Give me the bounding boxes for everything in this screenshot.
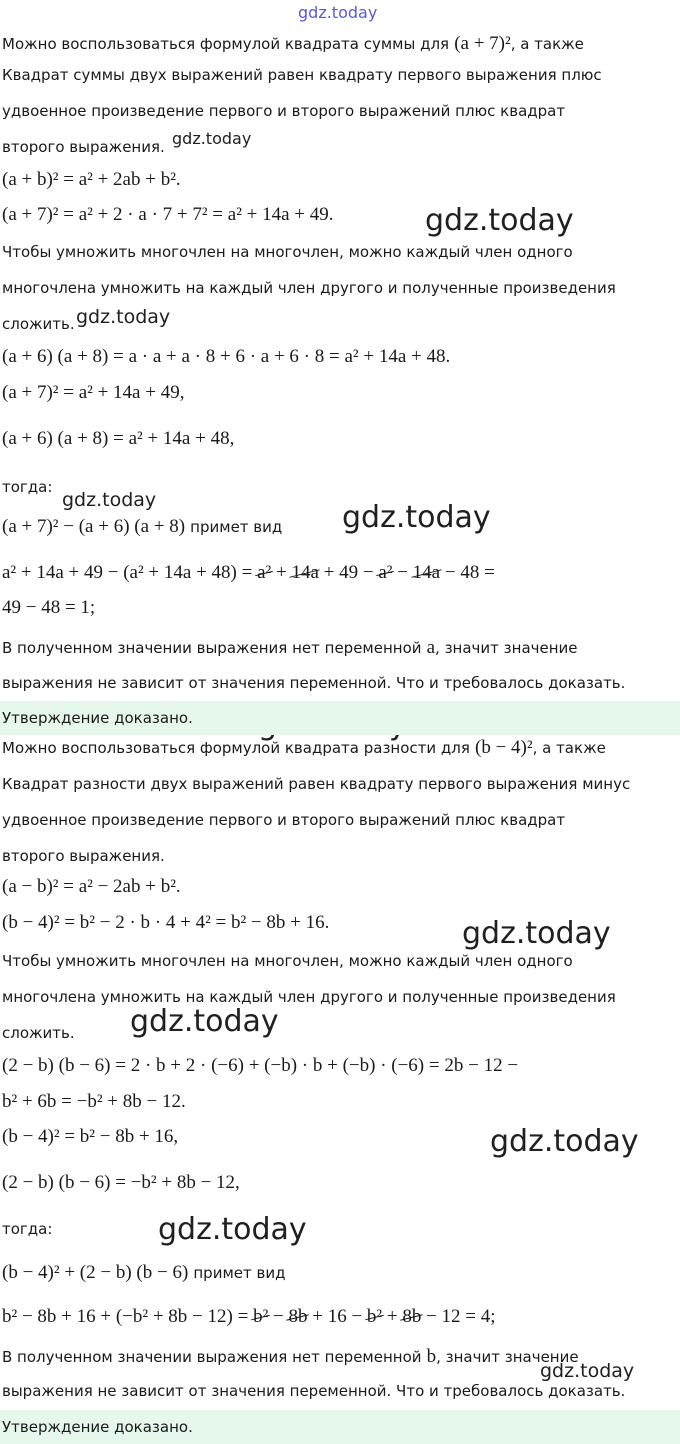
watermark-text: gdz.today <box>172 129 252 148</box>
text: Можно воспользоваться формулой квадрата разности для <box>2 739 470 757</box>
formula: (2 − b) (b − 6) = −b² + 8b − 12, <box>2 1172 240 1193</box>
math-expression: (a + 7)² − (a + 6) (a + 8) <box>2 516 186 537</box>
watermark-text: gdz.today <box>425 203 574 238</box>
text-line: удвоенное произведение первого и второго выражений плюс квадрат <box>2 811 566 829</box>
math-part: a² + 14a + 49 − (a² + 14a + 48) = <box>2 562 253 583</box>
text-line: тогда: <box>2 1220 53 1238</box>
text: , а также <box>510 35 584 53</box>
formula: (a + 6) (a + 8) = a · a + a · 8 + 6 · a + 6 · 8 = a² + 14a + 48. <box>2 346 451 367</box>
cancelled-term: a² <box>378 562 393 583</box>
formula: b² + 6b = −b² + 8b − 12. <box>2 1091 186 1112</box>
math-part: + <box>275 562 287 583</box>
conclusion-line <box>2 1346 680 1368</box>
formula: (a − b)² = a² − 2ab + b². <box>2 876 181 897</box>
proved-text: Утверждение доказано. <box>2 709 193 727</box>
cancelled-term: 14a <box>412 562 441 583</box>
formula-line <box>2 516 680 538</box>
math-part: − 12 = 4; <box>426 1306 496 1327</box>
text: , значит значение <box>435 639 578 657</box>
cancelled-term: b² <box>253 1306 269 1327</box>
watermark-text: gdz.today <box>462 916 611 951</box>
variable: b <box>426 1346 437 1367</box>
text-line: выражения не зависит от значения переменной. Что и требовалось доказать. <box>2 674 626 692</box>
formula-with-cancellations <box>2 1306 680 1328</box>
intro-line <box>2 33 680 55</box>
text: , значит значение <box>436 1348 579 1366</box>
text: примет вид <box>190 518 283 536</box>
math-part: − <box>397 562 408 583</box>
text-line: сложить. <box>2 1024 75 1042</box>
math-part: − <box>273 1306 284 1327</box>
math-part: + 49 − <box>323 562 374 583</box>
text-line: многочлена умножить на каждый член другого и полученные произведения <box>2 988 616 1006</box>
text-line: второго выражения. <box>2 138 165 156</box>
text-line: удвоенное произведение первого и второго выражений плюс квадрат <box>2 102 566 120</box>
formula: (b − 4)² = b² − 8b + 16, <box>2 1126 179 1147</box>
text: В полученном значении выражения нет переменной <box>2 639 422 657</box>
formula: (2 − b) (b − 6) = 2 · b + 2 · (−6) + (−b) · b + (−b) · (−6) = 2b − 12 − <box>2 1055 519 1076</box>
formula-with-cancellations <box>2 562 680 584</box>
math-part: + <box>386 1306 398 1327</box>
formula: (a + b)² = a² + 2ab + b². <box>2 169 181 190</box>
math-expression: (b − 4)² + (2 − b) (b − 6) <box>2 1262 189 1283</box>
math-part: − 48 = <box>444 562 495 583</box>
formula: (a + 7)² = a² + 14a + 49, <box>2 382 185 403</box>
watermark-text: gdz.today <box>76 306 171 328</box>
formula: (a + 7)² = a² + 2 · a · 7 + 7² = a² + 14a + 49. <box>2 204 334 225</box>
watermark-text: gdz.today <box>540 1360 635 1382</box>
formula-line <box>2 1262 680 1284</box>
cancelled-term: 14a <box>291 562 319 583</box>
text-line: Чтобы умножить многочлен на многочлен, можно каждый член одного <box>2 243 573 261</box>
formula: 49 − 48 = 1; <box>2 597 96 618</box>
cancelled-term: 8b <box>288 1306 308 1327</box>
text-line: Квадрат разности двух выражений равен квадрату первого выражения минус <box>2 775 631 793</box>
cancelled-term: b² <box>366 1306 383 1327</box>
cancelled-term: a² <box>257 562 272 583</box>
proved-text: Утверждение доказано. <box>2 1418 193 1436</box>
watermark-text: gdz.today <box>298 3 378 22</box>
formula: (a + 6) (a + 8) = a² + 14a + 48, <box>2 428 235 449</box>
formula: (b − 4)² = b² − 2 · b · 4 + 4² = b² − 8b + 16. <box>2 912 330 933</box>
text: , а также <box>532 739 606 757</box>
text: Можно воспользоваться формулой квадрата суммы для <box>2 35 450 53</box>
watermark-text: gdz.today <box>130 1004 279 1039</box>
text-line: выражения не зависит от значения переменной. Что и требовалось доказать. <box>2 1382 626 1400</box>
variable: a <box>426 637 436 658</box>
text: В полученном значении выражения нет переменной <box>2 1348 422 1366</box>
math-expression: (a + 7)² <box>454 33 511 54</box>
conclusion-line <box>2 637 680 659</box>
watermark-text: gdz.today <box>342 500 491 535</box>
text-line: многочлена умножить на каждый член другого и полученные произведения <box>2 279 616 297</box>
text-line: Квадрат суммы двух выражений равен квадрату первого выражения плюс <box>2 66 602 84</box>
text-line: тогда: <box>2 478 53 496</box>
text-line: Чтобы умножить многочлен на многочлен, можно каждый член одного <box>2 952 573 970</box>
intro-line <box>2 737 680 759</box>
text: примет вид <box>193 1264 286 1282</box>
text-line: сложить. <box>2 315 75 333</box>
watermark-text: gdz.today <box>490 1124 639 1159</box>
text-line: второго выражения. <box>2 847 165 865</box>
watermark-text: gdz.today <box>62 489 157 511</box>
math-expression: (b − 4)² <box>475 737 533 758</box>
math-part: b² − 8b + 16 + (−b² + 8b − 12) = <box>2 1306 249 1327</box>
watermark-text: gdz.today <box>158 1212 307 1247</box>
cancelled-term: 8b <box>402 1306 422 1327</box>
math-part: + 16 − <box>312 1306 363 1327</box>
